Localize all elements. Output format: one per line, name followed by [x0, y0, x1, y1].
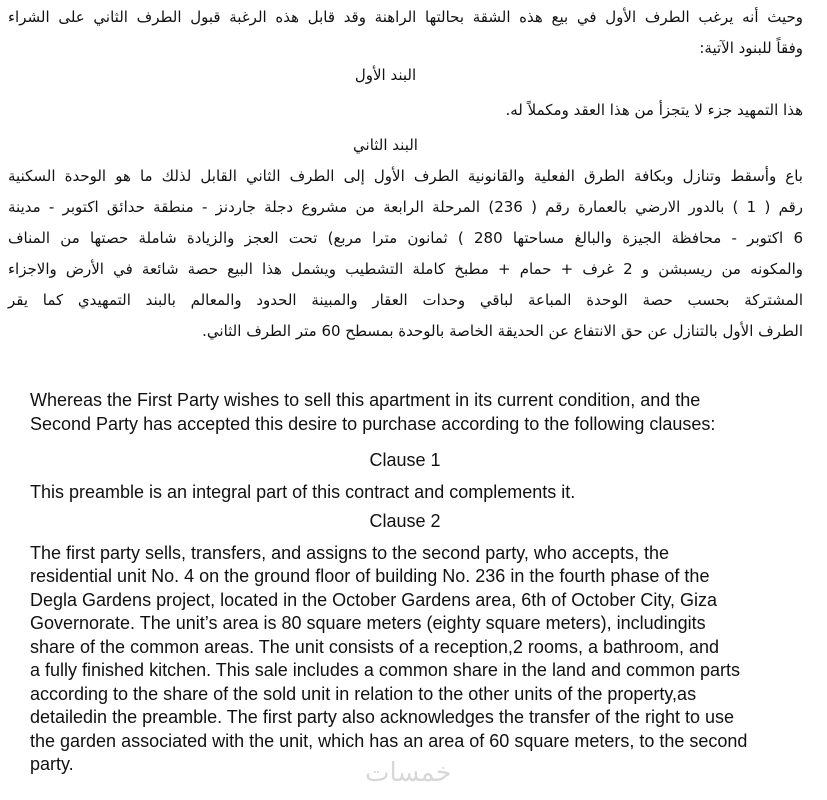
english-clause2-line: a fully finished kitchen. This sale includes a common share in the land and common parts	[30, 660, 741, 680]
arabic-clause2-title: البند الثاني	[353, 136, 418, 154]
arabic-clause2-line: الطرف الأول بالتنازل عن حق الانتفاع عن الحديقة الخاصة بالوحدة بمسطح 60 متر الطرف الثاني.	[202, 322, 803, 340]
arabic-clause2-line: باع وأسقط وتنازل وبكافة الطرق الفعلية والقانونية الطرف الأول إلى الطرف الثاني القابل لذلك ما هو الوحدة السكنية	[8, 167, 803, 185]
english-clause2-title: Clause 2	[369, 511, 441, 531]
english-clause2-line: detailedin the preamble. The first party also acknowledges the transfer of the right to use	[30, 707, 735, 727]
english-intro-line: Whereas the First Party wishes to sell this apartment in its current condition, and the	[30, 390, 701, 410]
arabic-clause2-line: المشتركة بحسب حصة الوحدة المباعة لباقي وحدات العقار والمبينة الحدود والمعالم بالبند التمهيدي كما يقر	[8, 291, 803, 309]
english-clause2-line: share of the common areas. The unit consists of a reception,2 rooms, a bathroom, and	[30, 636, 720, 657]
arabic-clause1-title: البند الأول	[354, 66, 417, 84]
arabic-section	[8, 2, 803, 347]
english-clause2-line: party.	[30, 754, 74, 774]
arabic-clause2-line: رقم ( 1 ) بالدور الارضي بالعمارة رقم ( 236) المرحلة الرابعة من مشروع دجلة جاردنز - منطقة حدائق اكتوبر - مدينة	[8, 198, 803, 216]
english-clause1-text: This preamble is an integral part of this contract and complements it.	[30, 481, 576, 502]
arabic-intro-line: وحيث أنه يرغب الطرف الأول في بيع هذه الشقة بحالتها الراهنة وقد قابل هذه الرغبة قبول الطرف الثاني على الشراء	[8, 8, 803, 26]
english-clause1-title: Clause 1	[369, 450, 441, 470]
english-clause2-line: residential unit No. 4 on the ground floor of building No. 236 in the fourth phase of the	[30, 566, 710, 586]
english-clause2-line: Governorate. The unit’s area is 80 square meters (eighty square meters), includingits	[30, 613, 706, 633]
arabic-clause2-line: 6 اكتوبر - محافظة الجيزة والبالغ مساحتها 280 ) ثمانون مترا مربع) تحت العجز والزيادة شاملة حصتها من المناف	[8, 229, 803, 247]
arabic-clause2-line: والمكونه من ريسبشن و 2 غرف + حمام + مطبخ كاملة التشطيب ويشمل هذا البيع حصة شائعة في الأرض والاجزاء	[8, 260, 803, 278]
english-intro-line: Second Party has accepted this desire to purchase according to the following clauses:	[30, 413, 716, 434]
arabic-clause1-text: هذا التمهيد جزء لا يتجزأ من هذا العقد ومكملاً له.	[505, 101, 803, 119]
english-clause2-line: Degla Gardens project, located in the October Gardens area, 6th of October City, Giza	[30, 589, 718, 610]
arabic-intro-line: وفقاً للبنود الآتية:	[699, 39, 803, 57]
english-section	[30, 389, 820, 777]
watermark-logo: خمسات	[365, 758, 452, 788]
english-clause2-line: the garden associated with the unit, which has an area of 60 square meters, to the second	[30, 730, 748, 751]
english-clause2-line: according to the share of the sold unit in relation to the other units of the property,as	[30, 683, 697, 704]
english-clause2-line: The first party sells, transfers, and assigns to the second party, who accepts, the	[30, 542, 669, 563]
